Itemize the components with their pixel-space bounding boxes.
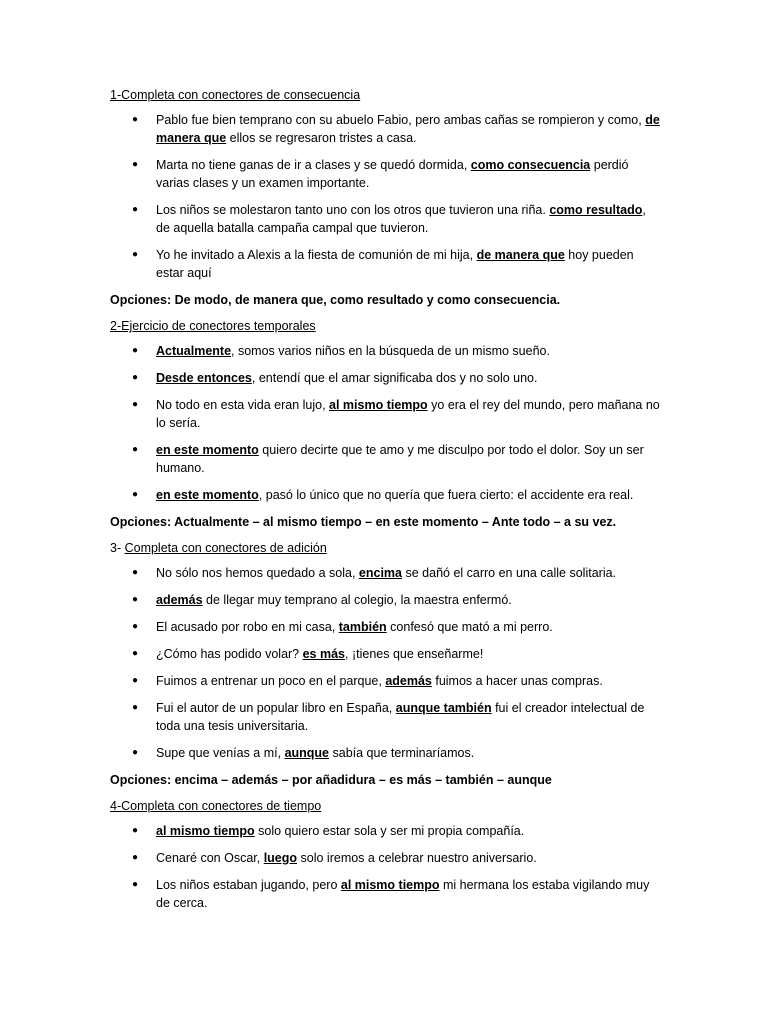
- item-text: El acusado por robo en mi casa,: [156, 620, 339, 634]
- answer-text: en este momento: [156, 443, 259, 457]
- list-item: [110, 441, 660, 477]
- options-line: Opciones: encima – además – por añadidura – es más – también – aunque: [110, 773, 552, 787]
- answer-text: encima: [358, 566, 403, 580]
- item-text: Fuimos a entrenar un poco en el parque,: [156, 674, 386, 688]
- bullet-icon: ●: [132, 489, 139, 500]
- section-temporales: [110, 317, 660, 531]
- list-item: [110, 369, 660, 387]
- item-text: , somos varios niños en la búsqueda de un mismo sueño.: [231, 344, 550, 358]
- item-text: , pasó lo único que no quería que fuera cierto: el accidente era real.: [258, 488, 634, 502]
- exercise-list: [110, 822, 660, 912]
- item-text: Los niños se molestaron tanto uno con los otros que tuvieron una riña.: [156, 203, 550, 217]
- item-text: hoy pueden estar aquí: [156, 248, 634, 280]
- answer-text: luego: [263, 851, 298, 865]
- item-text: , de aquella batalla campaña campal que tuvieron.: [156, 203, 646, 235]
- list-item: [110, 201, 660, 237]
- answer-text: como consecuencia: [470, 158, 591, 172]
- list-item: [110, 246, 660, 282]
- answer-text: aunque también: [395, 701, 492, 715]
- bullet-icon: ●: [132, 114, 139, 125]
- bullet-icon: ●: [132, 675, 139, 686]
- item-text: yo era el rey del mundo, pero mañana no lo sería.: [156, 398, 660, 430]
- answer-text: aunque: [284, 746, 330, 760]
- item-text: sabía que terminaríamos.: [329, 746, 475, 760]
- section-tiempo: [110, 797, 660, 912]
- item-text: Los niños estaban jugando, pero: [156, 878, 341, 892]
- list-item: [110, 822, 660, 840]
- item-text: de llegar muy temprano al colegio, la maestra enfermó.: [202, 593, 512, 607]
- bullet-icon: ●: [132, 702, 139, 713]
- answer-text: además: [385, 674, 432, 688]
- item-text: perdió varias clases y un examen importante.: [156, 158, 629, 190]
- options-line: Opciones: De modo, de manera que, como resultado y como consecuencia.: [110, 293, 561, 307]
- list-item: [110, 744, 660, 762]
- bullet-icon: ●: [132, 372, 139, 383]
- list-item: [110, 591, 660, 609]
- bullet-icon: ●: [132, 345, 139, 356]
- answer-text: al mismo tiempo: [329, 398, 428, 412]
- section-heading-text: Completa con conectores de adición: [124, 541, 327, 555]
- item-text: No sólo nos hemos quedado a sola,: [156, 566, 359, 580]
- answer-text: Desde entonces: [156, 371, 252, 385]
- section-number: 3-: [110, 541, 125, 555]
- exercise-list: [110, 111, 660, 282]
- item-text: solo iremos a celebrar nuestro aniversario.: [297, 851, 537, 865]
- bullet-icon: ●: [132, 621, 139, 632]
- answer-text: de manera que: [156, 113, 660, 145]
- item-text: quiero decirte que te amo y me disculpo por todo el dolor. Soy un ser humano.: [156, 443, 644, 475]
- item-text: solo quiero estar sola y ser mi propia compañía.: [254, 824, 525, 838]
- answer-text: además: [156, 593, 203, 607]
- bullet-icon: ●: [132, 825, 139, 836]
- item-text: ellos se regresaron tristes a casa.: [226, 131, 417, 145]
- answer-text: también: [338, 620, 387, 634]
- bullet-icon: ●: [132, 594, 139, 605]
- list-item: [110, 876, 660, 912]
- exercise-list: [110, 342, 660, 504]
- bullet-icon: ●: [132, 204, 139, 215]
- bullet-icon: ●: [132, 249, 139, 260]
- section-adicion: [110, 539, 660, 789]
- section-heading: 4-Completa con conectores de tiempo: [110, 799, 322, 813]
- document-page: [110, 86, 660, 921]
- list-item: [110, 699, 660, 735]
- bullet-icon: ●: [132, 852, 139, 863]
- section-consecuencia: [110, 86, 660, 309]
- section-heading: 2-Ejercicio de conectores temporales: [110, 319, 316, 333]
- item-text: fuimos a hacer unas compras.: [431, 674, 603, 688]
- section-heading: 1-Completa con conectores de consecuencia: [110, 88, 361, 102]
- item-text: Yo he invitado a Alexis a la fiesta de comunión de mi hija,: [156, 248, 477, 262]
- list-item: [110, 342, 660, 360]
- bullet-icon: ●: [132, 747, 139, 758]
- item-text: , ¡tienes que enseñarme!: [345, 647, 484, 661]
- answer-text: como resultado: [549, 203, 643, 217]
- item-text: Supe que venías a mí,: [156, 746, 285, 760]
- list-item: [110, 645, 660, 663]
- list-item: [110, 564, 660, 582]
- bullet-icon: ●: [132, 648, 139, 659]
- item-text: Pablo fue bien temprano con su abuelo Fabio, pero ambas cañas se rompieron y como,: [156, 113, 646, 127]
- section-heading: [110, 539, 660, 557]
- answer-text: al mismo tiempo: [340, 878, 440, 892]
- list-item: [110, 618, 660, 636]
- answer-text: Actualmente: [156, 344, 232, 358]
- answer-text: es más: [302, 647, 346, 661]
- list-item: [110, 111, 660, 147]
- list-item: [110, 486, 660, 504]
- options-line: Opciones: Actualmente – al mismo tiempo – en este momento – Ante todo – a su vez.: [110, 515, 617, 529]
- item-text: No todo en esta vida eran lujo,: [156, 398, 330, 412]
- item-text: ¿Cómo has podido volar?: [156, 647, 303, 661]
- item-text: fui el creador intelectual de toda una tesis universitaria.: [156, 701, 645, 733]
- item-text: Marta no tiene ganas de ir a clases y se quedó dormida,: [156, 158, 471, 172]
- answer-text: al mismo tiempo: [156, 824, 255, 838]
- item-text: Fui el autor de un popular libro en España,: [156, 701, 396, 715]
- answer-text: de manera que: [476, 248, 565, 262]
- item-text: confesó que mató a mi perro.: [386, 620, 553, 634]
- item-text: se dañó el carro en una calle solitaria.: [402, 566, 617, 580]
- item-text: , entendí que el amar significaba dos y no solo uno.: [251, 371, 538, 385]
- bullet-icon: ●: [132, 567, 139, 578]
- list-item: [110, 672, 660, 690]
- list-item: [110, 849, 660, 867]
- item-text: Cenaré con Oscar,: [156, 851, 264, 865]
- list-item: [110, 156, 660, 192]
- bullet-icon: ●: [132, 159, 139, 170]
- exercise-list: [110, 564, 660, 762]
- answer-text: en este momento: [156, 488, 259, 502]
- bullet-icon: ●: [132, 399, 139, 410]
- bullet-icon: ●: [132, 879, 139, 890]
- bullet-icon: ●: [132, 444, 139, 455]
- item-text: mi hermana los estaba vigilando muy de cerca.: [156, 878, 650, 910]
- list-item: [110, 396, 660, 432]
